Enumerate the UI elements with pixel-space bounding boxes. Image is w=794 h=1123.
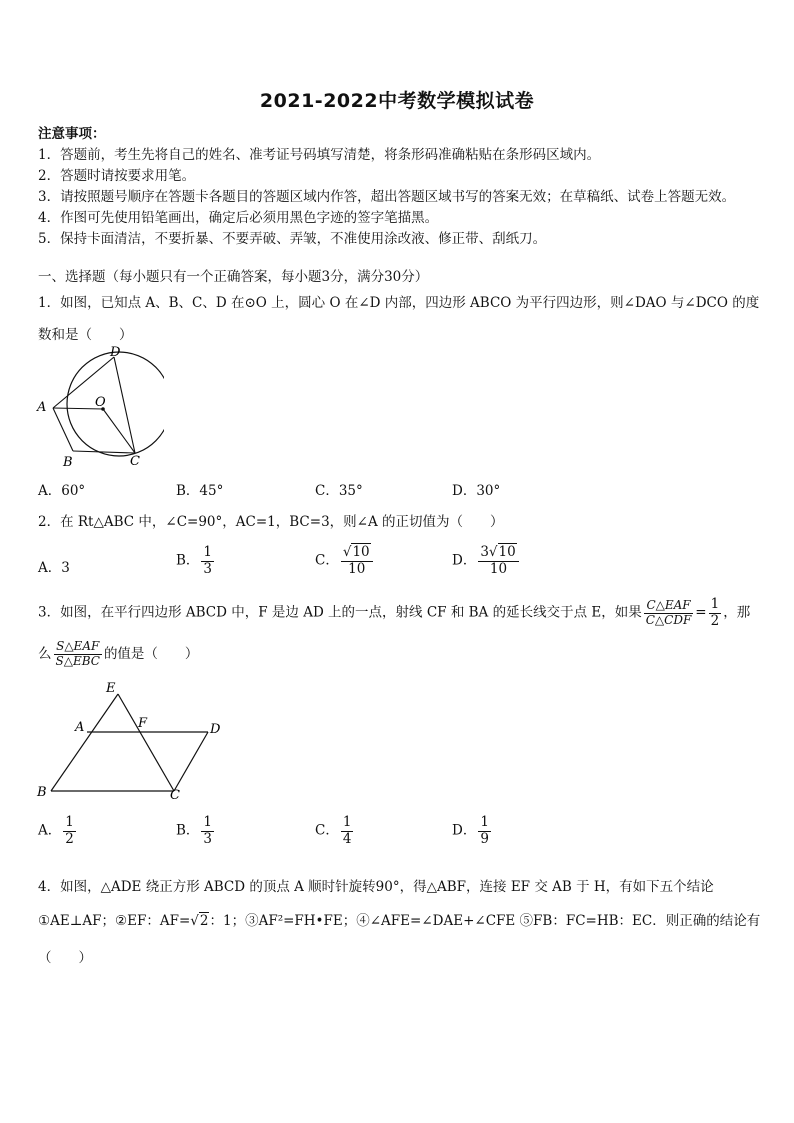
q3-option-b[interactable]: B． $\frac{1}{3}$ (176, 814, 213, 847)
notice-heading: 注意事项： (38, 126, 106, 142)
q1-option-d[interactable]: D．30° (452, 483, 501, 499)
q4-text: 4．如图，△ADE 绕正方形 ABCD 的顶点 A 顺时针旋转90°，得△ABF，连接 EF 交 AB 于 H，有如下五个结论 (38, 879, 714, 895)
q3-option-d[interactable]: D． $\frac{1}{9}$ (452, 814, 489, 847)
q3-text: 3．如图，在平行四边形 ABCD 中，F 是边 AD 上的一点，射线 CF 和 BA 的延长线交于点 E，如果 $\frac{\text{C△EAF}}{\text{C△CDF}}$ = $\frac{1}{2}$ ，那 (38, 596, 751, 629)
q2-text: 2．在 Rt△ABC 中，∠C=90°，AC=1，BC=3，则∠A 的正切值为（ ） (38, 514, 504, 530)
label-A: A (37, 400, 47, 415)
notice-item: 1．答题前，考生先将自己的姓名、准考证号码填写清楚，将条形码准确粘贴在条形码区域内。 (38, 147, 601, 163)
label-D: D (110, 345, 121, 360)
q3-text-cont: 么 $\frac{\text{S△EAF}}{\text{S△EBC}}$ 的值是（ ） (38, 639, 199, 668)
q2-option-a[interactable]: A．3 (38, 560, 70, 576)
label-E: E (106, 681, 116, 696)
notice-item: 5．保持卡面清洁，不要折暴、不要弄破、弄皱，不准使用涂改液、修正带、刮纸刀。 (38, 231, 547, 247)
q1-text-cont: 数和是（ ） (38, 327, 133, 343)
label-C: C (170, 788, 180, 803)
label-B: B (37, 785, 47, 800)
q1-option-a[interactable]: A．60° (38, 483, 86, 499)
q3-option-c[interactable]: C． $\frac{1}{4}$ (315, 814, 352, 847)
label-A: A (75, 720, 85, 735)
q1-option-b[interactable]: B．45° (176, 483, 224, 499)
section-heading: 一、选择题（每小题只有一个正确答案，每小题3分，满分30分） (38, 269, 429, 285)
q2-option-c[interactable]: C． $\frac{√10}{10}$ (315, 545, 375, 577)
label-O: O (95, 395, 106, 410)
notice-item: 4．作图可先使用铅笔画出，确定后必须用黑色字迹的签字笔描黑。 (38, 210, 439, 226)
q1-circle-figure (34, 342, 164, 472)
notice-item: 3．请按照题号顺序在答题卡各题目的答题区域内作答，超出答题区域书写的答案无效；在草稿纸、试卷上答题无效。 (38, 189, 736, 205)
label-B: B (63, 455, 73, 470)
q2-option-b[interactable]: B． $\frac{1}{3}$ (176, 544, 213, 577)
label-C: C (130, 454, 140, 469)
notice-item: 2．答题时请按要求用笔。 (38, 168, 196, 184)
q4-answer-bracket: （ ） (38, 950, 92, 966)
label-F: F (138, 716, 148, 731)
page-title: 2021-2022中考数学模拟试卷 (259, 90, 535, 112)
q3-parallelogram-figure (34, 680, 234, 806)
q3-option-a[interactable]: A． $\frac{1}{2}$ (38, 814, 74, 847)
q1-text: 1．如图，已知点 A、B、C、D 在⊙O 上，圆心 O 在∠D 内部，四边形 ABCO 为平行四边形，则∠DAO 与∠DCO 的度 (38, 295, 760, 311)
q2-option-d[interactable]: D． $\frac{3√10}{10}$ (452, 545, 521, 577)
q1-option-c[interactable]: C．35° (315, 483, 363, 499)
q4-conclusions: ①AE⊥AF；②EF：AF=√2：1；③AF²=FH•FE；④∠AFE=∠DAE+∠CFE ⑤FB：FC=HB：EC．则正确的结论有 (38, 913, 761, 929)
label-D: D (210, 722, 221, 737)
